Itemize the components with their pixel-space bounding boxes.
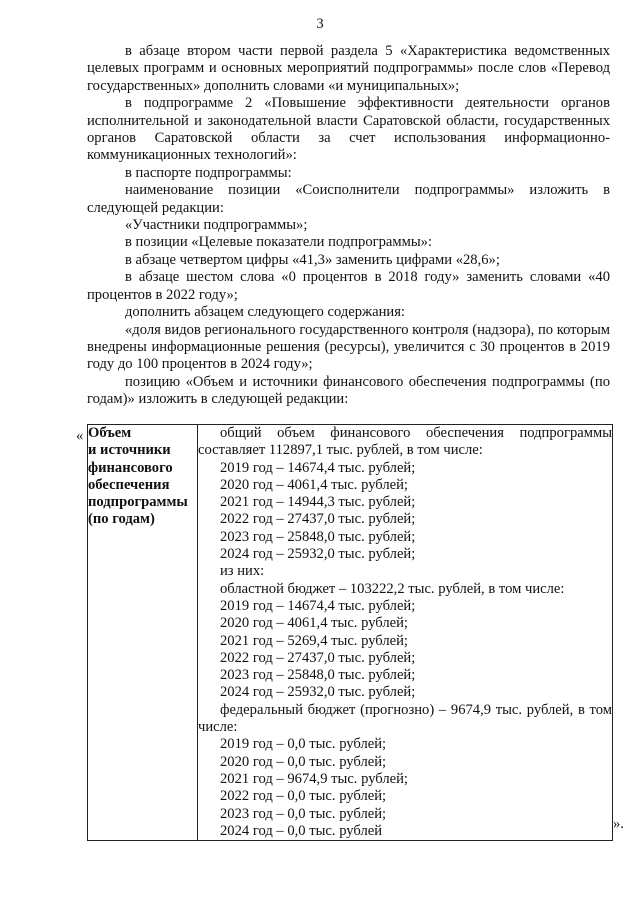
paragraph: в абзаце шестом слова «0 процентов в 2018 году» заменить словами «40 процентов в 2022 году»; (87, 269, 610, 303)
page-number: 3 (316, 16, 324, 32)
paragraph: в абзаце четвертом цифры «41,3» заменить цифрами «28,6»; (125, 251, 500, 268)
opening-quote: « (76, 428, 84, 444)
paragraph: в подпрограмме 2 «Повышение эффективности деятельности органов исполнительной и законодательной власти Саратовской области, государственных органов Саратовской области за счет использования информационно-коммуникационных технологий»: (87, 95, 610, 164)
federal-year-line: 2021 год – 9674,9 тыс. рублей; (220, 770, 408, 787)
paragraph: наименование позиции «Соисполнители подпрограммы» изложить в следующей редакции: (87, 182, 610, 216)
position-label-line: финансового (88, 459, 173, 476)
regional-budget-intro: областной бюджет – 103222,2 тыс. рублей, в том числе: (220, 580, 565, 597)
total-year-line: 2020 год – 4061,4 тыс. рублей; (220, 476, 408, 493)
regional-year-line: 2022 год – 27437,0 тыс. рублей; (220, 649, 416, 666)
position-label-line: подпрограммы (88, 494, 188, 511)
regional-year-line: 2024 год – 25932,0 тыс. рублей; (220, 684, 416, 701)
position-label-cell (88, 425, 198, 841)
funding-table (87, 424, 613, 841)
total-funding-intro: общий объем финансового обеспечения подпрограммы составляет 112897,1 тыс. рублей, в том числе: (198, 425, 612, 459)
of-them-line: из них: (220, 563, 265, 580)
regional-year-line: 2019 год – 14674,4 тыс. рублей; (220, 597, 416, 614)
paragraph: «доля видов регионального государственного контроля (надзора), по которым внедрены информационные решения (ресурсы), увеличится с 30 процентов в 2019 году до 100 процентов в 2024 году»; (87, 321, 610, 373)
total-year-line: 2022 год – 27437,0 тыс. рублей; (220, 511, 416, 528)
position-label-line: (по годам) (88, 511, 155, 528)
federal-year-line: 2020 год – 0,0 тыс. рублей; (220, 753, 387, 770)
federal-year-line: 2019 год – 0,0 тыс. рублей; (220, 736, 387, 753)
paragraph: дополнить абзацем следующего содержания: (125, 304, 405, 321)
federal-year-line: 2023 год – 0,0 тыс. рублей; (220, 805, 387, 822)
funding-content-cell (198, 425, 613, 841)
federal-year-line: 2024 год – 0,0 тыс. рублей (220, 822, 383, 839)
paragraph: в позиции «Целевые показатели подпрограммы»: (125, 234, 433, 251)
position-label-line: Объем (88, 425, 132, 441)
total-year-line: 2024 год – 25932,0 тыс. рублей; (220, 546, 416, 563)
regional-year-line: 2023 год – 25848,0 тыс. рублей; (220, 667, 416, 684)
total-year-line: 2019 год – 14674,4 тыс. рублей; (220, 459, 416, 476)
closing-quote: ». (613, 816, 624, 832)
regional-year-line: 2020 год – 4061,4 тыс. рублей; (220, 615, 408, 632)
paragraph: позицию «Объем и источники финансового обеспечения подпрограммы (по годам)» изложить в следующей редакции: (87, 373, 610, 408)
paragraph: в паспорте подпрограммы: (125, 164, 292, 181)
table-row (88, 425, 613, 841)
paragraph: «Участники подпрограммы»; (125, 217, 308, 234)
federal-budget-intro: федеральный бюджет (прогнозно) – 9674,9 тыс. рублей, в том числе: (198, 701, 612, 736)
total-year-line: 2021 год – 14944,3 тыс. рублей; (220, 494, 416, 511)
federal-year-line: 2022 год – 0,0 тыс. рублей; (220, 788, 387, 805)
regional-year-line: 2021 год – 5269,4 тыс. рублей; (220, 632, 408, 649)
document-body (87, 43, 610, 409)
paragraph: в абзаце втором части первой раздела 5 «Характеристика ведомственных целевых программ и основных мероприятий подпрограммы» после слов «Перевод государственных» дополнить словами «и муниципальных»; (87, 43, 610, 94)
position-label-line: и источники (88, 442, 171, 459)
position-label-line: обеспечения (88, 476, 170, 493)
total-year-line: 2023 год – 25848,0 тыс. рублей; (220, 528, 416, 545)
